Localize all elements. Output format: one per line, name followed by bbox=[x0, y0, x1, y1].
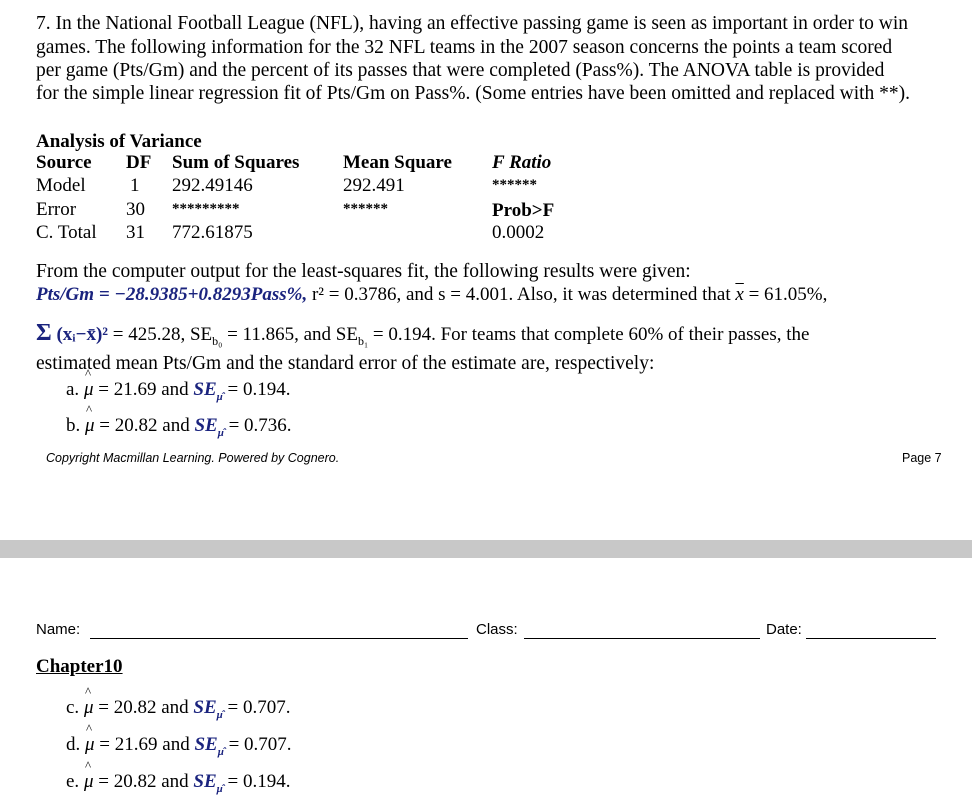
question-line-3: per game (Pts/Gm) and the percent of its passes that were completed (Pass%). The ANOVA table is provided bbox=[36, 60, 885, 81]
regression-line bbox=[36, 284, 827, 306]
header-source: Source bbox=[36, 152, 92, 173]
eq-rhs: = −28.9385+0.8293Pass%, bbox=[98, 284, 308, 305]
row-model-ss: 292.49146 bbox=[172, 175, 253, 196]
mu-hat-symbol: ^ μ bbox=[84, 379, 94, 401]
row-model-ms: 292.491 bbox=[343, 175, 405, 196]
option-b[interactable] bbox=[66, 415, 292, 439]
option-mu-value: = 20.82 and bbox=[98, 771, 189, 792]
sum-icon: Σ bbox=[36, 320, 52, 346]
se-b0-value: = 11.865, and SE bbox=[227, 324, 358, 345]
option-mu-value: = 20.82 and bbox=[99, 415, 190, 436]
option-c[interactable] bbox=[66, 697, 290, 721]
se-b1-subscript: b₁ bbox=[357, 333, 369, 348]
r2-text: r² = 0.3786, and s = 4.001. Also, it was determined that bbox=[311, 284, 731, 305]
xbar-symbol: $\overline{x}$ bbox=[735, 284, 744, 305]
intro-text: From the computer output for the least-squares fit, the following results were given: bbox=[36, 261, 691, 282]
xbar-value: = 61.05%, bbox=[748, 284, 828, 305]
header-df: DF bbox=[126, 152, 152, 173]
option-letter: c. bbox=[66, 697, 80, 718]
option-e[interactable] bbox=[66, 771, 290, 795]
row-total-source: C. Total bbox=[36, 222, 97, 243]
row-error-ss: ********* bbox=[172, 201, 240, 217]
sum-expr: (xᵢ−x̄)² bbox=[56, 324, 108, 345]
se-mu-symbol: $SE_{\mû}$ bbox=[193, 771, 223, 795]
question-line-1: 7. In the National Football League (NFL), having an effective passing game is seen as important in order to win bbox=[36, 13, 909, 34]
option-se-value: = 0.707. bbox=[227, 697, 291, 718]
mu-hat-symbol: ^ μ bbox=[84, 771, 94, 793]
option-letter: b. bbox=[66, 415, 81, 436]
option-se-value: = 0.194. bbox=[227, 771, 291, 792]
option-d[interactable] bbox=[66, 734, 292, 758]
option-mu-value: = 21.69 and bbox=[98, 379, 189, 400]
option-mu-value: = 20.82 and bbox=[98, 697, 189, 718]
option-letter: a. bbox=[66, 379, 80, 400]
name-label: Name: bbox=[36, 621, 81, 638]
row-model-f: ****** bbox=[492, 177, 537, 193]
se-mu-symbol: $SE_{\mû}$ bbox=[194, 415, 224, 439]
class-field-line bbox=[524, 638, 760, 639]
mu-hat-symbol: ^ μ bbox=[84, 697, 94, 719]
mu-hat-symbol: ^ μ bbox=[85, 415, 95, 437]
header-ss: Sum of Squares bbox=[172, 152, 300, 173]
row-total-f: 0.0002 bbox=[492, 222, 545, 243]
se-b0-subscript: b₀ bbox=[212, 333, 223, 348]
question-line-4: for the simple linear regression fit of Pts/Gm on Pass%. (Some entries have been omitted and replaced with **). bbox=[36, 83, 911, 104]
option-se-value: = 0.707. bbox=[228, 734, 292, 755]
se-mu-symbol: $SE_{\mû}$ bbox=[193, 379, 223, 403]
option-letter: e. bbox=[66, 771, 80, 792]
page-separator bbox=[0, 540, 972, 558]
copyright-text: Copyright Macmillan Learning. Powered by Cognero. bbox=[46, 451, 340, 465]
chapter-title: Chapter10 bbox=[36, 656, 123, 677]
row-total-ss: 772.61875 bbox=[172, 222, 253, 243]
option-se-value: = 0.194. bbox=[227, 379, 291, 400]
mu-hat-symbol: ^ μ bbox=[85, 734, 95, 756]
row-model-source: Model bbox=[36, 175, 86, 196]
option-se-value: = 0.736. bbox=[228, 415, 292, 436]
row-error-ms: ****** bbox=[343, 201, 388, 217]
date-label: Date: bbox=[766, 621, 802, 638]
option-a[interactable] bbox=[66, 379, 290, 403]
date-field-line bbox=[806, 638, 936, 639]
sum-line bbox=[36, 320, 809, 349]
page-number: Page 7 bbox=[902, 451, 942, 465]
option-mu-value: = 21.69 and bbox=[99, 734, 190, 755]
estimated-text: estimated mean Pts/Gm and the standard error of the estimate are, respectively: bbox=[36, 353, 655, 374]
header-ms: Mean Square bbox=[343, 152, 452, 173]
question-line-2: games. The following information for the 32 NFL teams in the 2007 season concerns the points a team scored bbox=[36, 37, 893, 58]
sum-value: = 425.28, SE bbox=[112, 324, 213, 345]
se-mu-symbol: $SE_{\mû}$ bbox=[194, 734, 224, 758]
se-b1-value: = 0.194. For teams that complete 60% of their passes, the bbox=[372, 324, 810, 345]
row-error-f: Prob>F bbox=[492, 200, 555, 221]
class-label: Class: bbox=[476, 621, 518, 638]
row-total-df: 31 bbox=[126, 222, 145, 243]
row-error-df: 30 bbox=[126, 199, 145, 220]
name-field-line bbox=[90, 638, 468, 639]
anova-title: Analysis of Variance bbox=[36, 131, 202, 152]
header-f: F Ratio bbox=[492, 152, 552, 173]
row-error-source: Error bbox=[36, 199, 77, 220]
option-letter: d. bbox=[66, 734, 81, 755]
row-model-df: 1 bbox=[130, 175, 140, 196]
se-mu-symbol: $SE_{\mû}$ bbox=[193, 697, 223, 721]
eq-lhs: Pts/Gm bbox=[36, 284, 95, 305]
